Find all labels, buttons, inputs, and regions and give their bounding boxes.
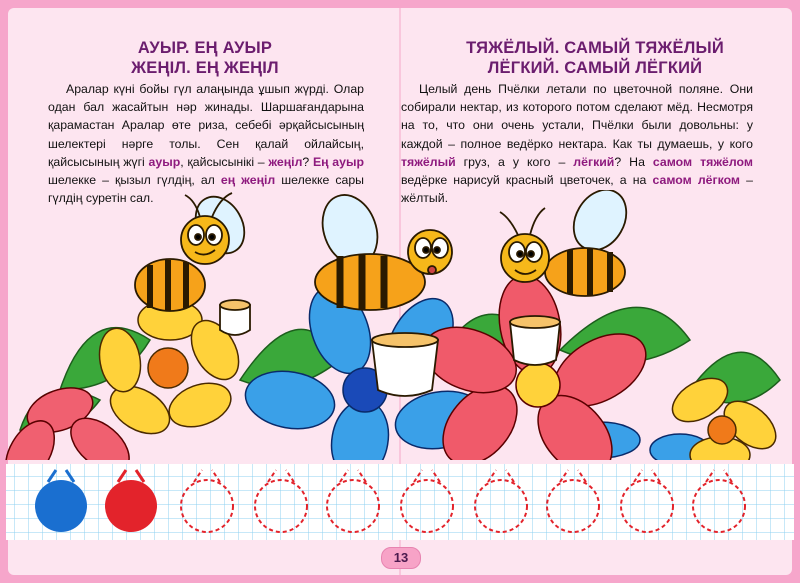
left-text-3: ? bbox=[302, 154, 313, 169]
left-text-5: шелекке сары гүлдің суретін сал. bbox=[48, 173, 365, 206]
left-highlight-light: жеңіл bbox=[268, 154, 303, 169]
right-paragraph bbox=[401, 80, 753, 207]
page-number: 13 bbox=[381, 547, 421, 569]
left-highlight-lightest: ең жеңіл bbox=[220, 173, 276, 188]
right-text-2: груз, а у кого – bbox=[455, 154, 574, 169]
right-text-5: – жёлтый. bbox=[401, 173, 753, 206]
right-title bbox=[410, 38, 780, 78]
right-title-line1: ТЯЖЁЛЫЙ. САМЫЙ ТЯЖЁЛЫЙ bbox=[466, 39, 724, 57]
left-title bbox=[20, 38, 390, 78]
right-highlight-heaviest: самом тяжёлом bbox=[652, 154, 753, 169]
left-text-4: шелекке – қызыл гүлдің, ал bbox=[48, 173, 221, 188]
right-title-line2: ЛЁГКИЙ. САМЫЙ ЛЁГКИЙ bbox=[487, 59, 703, 77]
left-paragraph bbox=[48, 80, 364, 207]
left-title-line2: ЖЕҢІЛ. ЕҢ ЖЕҢІЛ bbox=[131, 59, 279, 77]
right-text-1: Целый день Пчёлки летали по цветочной поляне. Они собирали нектар, из которого потом сделают мёд. Несмотря на то, что они очень устали, Пчёлки были довольны: у каждой – полное ведёрко нектара. Как ты думаешь, у кого bbox=[401, 82, 753, 151]
bees-and-flowers-illustration bbox=[0, 190, 800, 460]
right-highlight-heavy: тяжёлый bbox=[401, 154, 456, 169]
right-text-4: ведёрке нарисуй красный цветочек, а на bbox=[401, 173, 653, 188]
left-text-1: Аралар күні бойы гүл алаңында ұшып жүрді. Олар одан бал жасайтын нәр жинады. Шаршағандарына қарамастан Аралар өте риза, себебі әрқайсысының шелектері нәрге толы. Сен қалай ойлайсың, қайсысының жүгі bbox=[48, 82, 364, 169]
right-text-3: ? На bbox=[614, 154, 653, 169]
left-text-2: , қайсысынікі – bbox=[180, 154, 269, 169]
right-highlight-lightest: самом лёгком bbox=[652, 173, 741, 188]
right-highlight-light: лёгкий bbox=[573, 154, 615, 169]
left-title-line1: АУЫР. ЕҢ АУЫР bbox=[137, 39, 273, 57]
tracing-grid bbox=[0, 462, 800, 542]
left-highlight-heaviest: Ең ауыр bbox=[312, 154, 364, 169]
left-highlight-heavy: ауыр bbox=[148, 154, 181, 169]
